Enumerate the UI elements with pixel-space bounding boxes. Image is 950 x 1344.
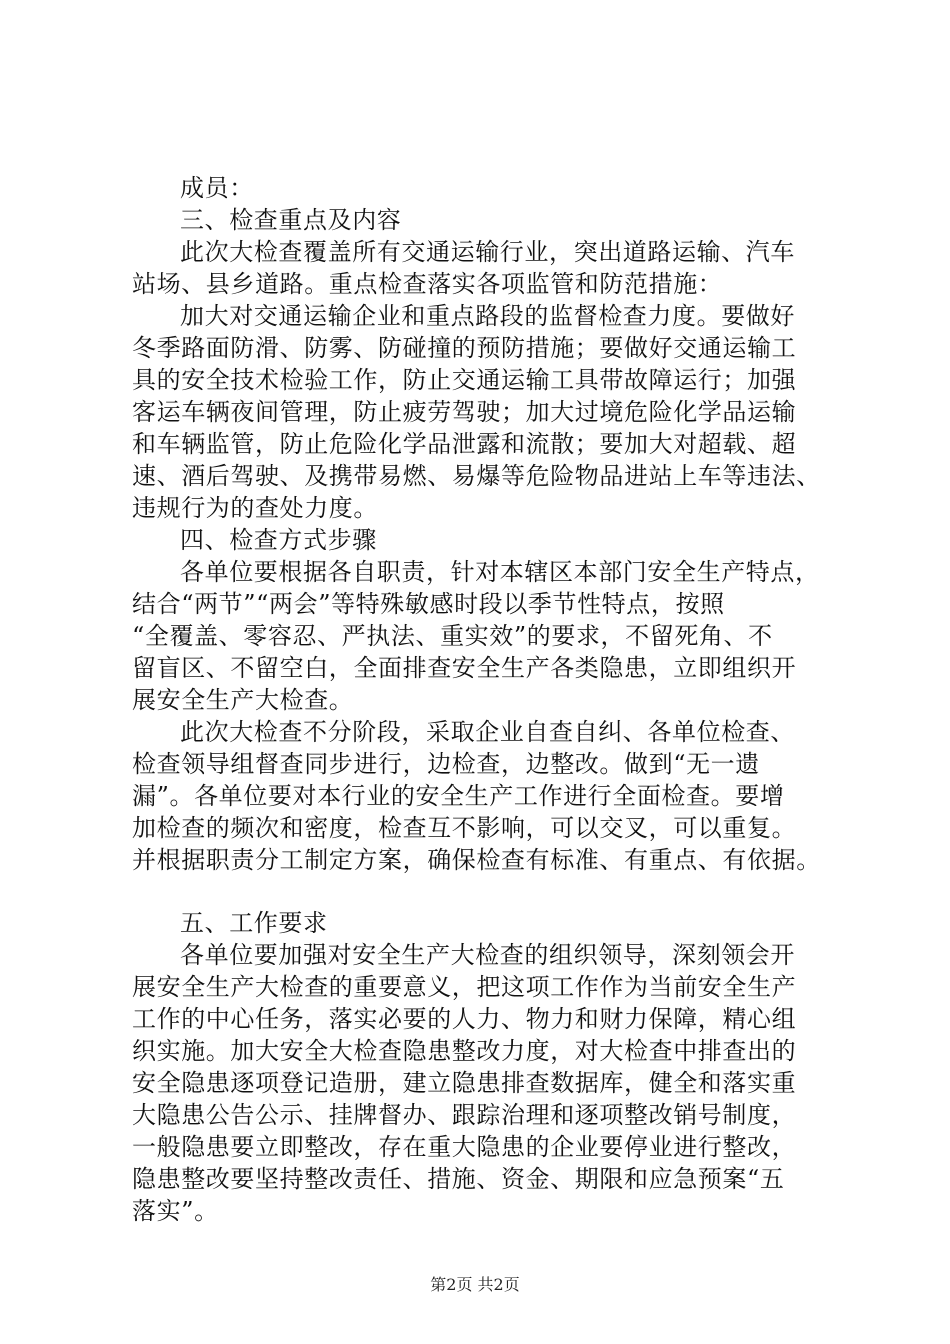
text-line: 展安全生产大检查的重要意义，把这项工作作为当前安全生产 [132, 973, 797, 1001]
text-line: 并根据职责分工制定方案，确保检查有标准、有重点、有依据。 [132, 846, 821, 874]
text-line: 加检查的频次和密度，检查互不影响，可以交叉，可以重复。 [132, 814, 797, 842]
text-line: 一般隐患要立即整改，存在重大隐患的企业要停业进行整改， [132, 1133, 797, 1161]
text-line: 此次大检查覆盖所有交通运输行业，突出道路运输、汽车 [180, 238, 795, 266]
text-line: 具的安全技术检验工作，防止交通运输工具带故障运行；加强 [132, 366, 797, 394]
text-line: 四、检查方式步骤 [180, 526, 377, 554]
text-line: 安全隐患逐项登记造册，建立隐患排查数据库，健全和落实重 [132, 1069, 797, 1097]
text-line: 冬季路面防滑、防雾、防碰撞的预防措施；要做好交通运输工 [132, 334, 797, 362]
text-line: 工作的中心任务，落实必要的人力、物力和财力保障，精心组 [132, 1005, 797, 1033]
text-line: 留盲区、不留空白，全面排查安全生产各类隐患，立即组织开 [132, 654, 797, 682]
text-line: 五、工作要求 [180, 909, 328, 937]
text-line: 各单位要加强对安全生产大检查的组织领导，深刻领会开 [180, 941, 795, 969]
paragraph-gap [132, 876, 846, 907]
text-line: 大隐患公告公示、挂牌督办、跟踪治理和逐项整改销号制度， [132, 1101, 797, 1129]
text-line: 站场、县乡道路。重点检查落实各项监管和防范措施： [132, 270, 723, 298]
text-line: 违规行为的查处力度。 [132, 494, 378, 522]
document-body [132, 172, 846, 1227]
text-line: “全覆盖、零容忍、严执法、重实效”的要求，不留死角、不 [132, 622, 773, 650]
text-line: 各单位要根据各自职责，针对本辖区本部门安全生产特点， [180, 558, 820, 586]
text-line: 成员： [180, 174, 254, 202]
text-line: 漏”。各单位要对本行业的安全生产工作进行全面检查。要增 [132, 782, 785, 810]
text-line: 检查领导组督查同步进行，边检查，边整改。做到“无一遗 [132, 750, 760, 778]
text-line: 织实施。加大安全大检查隐患整改力度，对大检查中排查出的 [132, 1037, 797, 1065]
text-line: 落实”。 [132, 1197, 219, 1225]
text-line: 加大对交通运输企业和重点路段的监督检查力度。要做好 [180, 302, 795, 330]
text-line: 客运车辆夜间管理，防止疲劳驾驶；加大过境危险化学品运输 [132, 398, 797, 426]
text-line: 和车辆监管，防止危险化学品泄露和流散；要加大对超载、超 [132, 430, 797, 458]
text-line: 隐患整改要坚持整改责任、措施、资金、期限和应急预案“五 [132, 1165, 785, 1193]
text-line: 展安全生产大检查。 [132, 686, 354, 714]
text-line: 速、酒后驾驶、及携带易燃、易爆等危险物品进站上车等违法、 [132, 462, 821, 490]
text-line: 此次大检查不分阶段，采取企业自查自纠、各单位检查、 [180, 718, 795, 746]
text-line: 结合“两节”“两会”等特殊敏感时段以季节性特点，按照 [132, 590, 725, 618]
text-line: 三、检查重点及内容 [180, 206, 402, 234]
page-footer: 第2页 共2页 [430, 1275, 520, 1294]
